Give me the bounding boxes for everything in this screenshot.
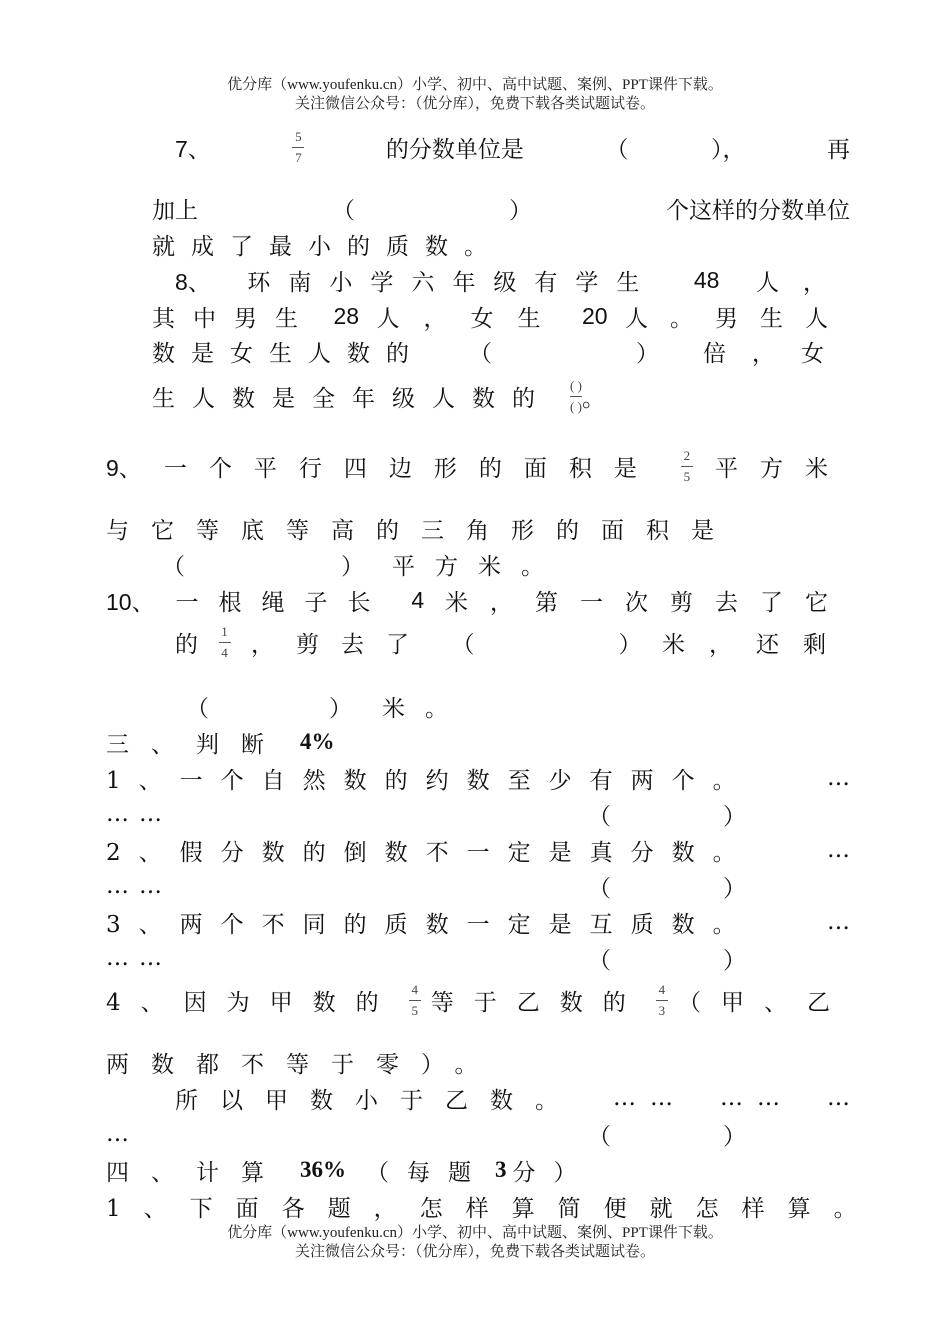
q7-count-blank[interactable]: （ ） (332, 197, 532, 224)
s3-q4-dots-c: … (827, 1085, 850, 1111)
s3-q1-answer-line (106, 794, 746, 834)
q9-line1-a: 一个平行四边形的面积是 (163, 455, 659, 482)
s3-q1-dots: … (827, 765, 850, 791)
q10-line-2 (175, 620, 850, 664)
s3-q4-line-1 (106, 978, 850, 1022)
q7-line2-a: 加上 (152, 197, 198, 224)
q10-line2-a: 的 (175, 631, 198, 658)
s4-q1-line (106, 1186, 880, 1226)
q8-line-4 (152, 374, 672, 418)
q10-line1-b: 米，第一次剪去了它 (444, 589, 850, 616)
q9-line-3 (162, 544, 582, 584)
q9-number: 9、 (106, 454, 142, 481)
q8-line4: 生人数是全年级人数的 (152, 385, 552, 412)
s3-q4-dots-d: … (106, 1121, 129, 1147)
s3-q3-text: 3、两个不同的质数一定是互质数。 (106, 911, 754, 938)
q8-line1: 环南小学六年级有学生 (247, 269, 658, 296)
q10-cut-blank[interactable]: （ ） (451, 631, 642, 658)
s3-q4-line2: 两数都不等于零）。 (106, 1051, 500, 1078)
q8-line3-b: 倍，女 (703, 340, 850, 367)
q10-line3: 米。 (382, 695, 468, 722)
s3-q2-answer[interactable]: （ ） (588, 875, 746, 902)
q8-times-blank[interactable]: （ ） (469, 340, 659, 367)
section3-score: 4% (300, 729, 335, 754)
q8-boys: 28 (333, 302, 360, 329)
section3-title-line (106, 722, 506, 762)
s3-q4-line-3 (175, 1078, 850, 1118)
q9-line3: 平方米。 (392, 553, 564, 580)
q8-fraction-blank[interactable]: $\frac{( )}{( )}$ (570, 377, 582, 414)
q9-line1-b: 平方米 (714, 455, 850, 482)
q8-line2-c: 人。男生人 (625, 305, 850, 332)
q10-line2-c: 米，还剩 (662, 631, 850, 658)
s3-q1-line (106, 758, 850, 798)
header-line-1: 优分库（www.youfenku.cn）小学、初中、高中试题、案例、PPT课件下载。 (227, 77, 723, 93)
s3-q1-answer[interactable]: （ ） (588, 803, 746, 830)
q9-line2: 与它等底等高的三角形的面积是 (106, 517, 736, 544)
s3-q4-fraction-2: $\frac{4}{3}$ (656, 982, 668, 1019)
q7-answer-blank[interactable]: （ ）， (605, 136, 746, 163)
q8-girls: 20 (581, 302, 608, 329)
q7-text-end: 再 (826, 136, 850, 163)
s3-q2-dots-2: …… (106, 873, 172, 899)
s3-q2-dots: … (827, 837, 850, 863)
q7-line-1 (175, 125, 850, 169)
q10-line1-a: 一根绳子长 (175, 589, 391, 616)
q10-number: 10、 (106, 588, 155, 615)
q10-line-1 (106, 580, 850, 620)
s3-q4-answer[interactable]: （ ） (588, 1123, 746, 1150)
section3-title: 三、判断 (106, 731, 286, 758)
s3-q4-dots-a: …… (613, 1085, 687, 1111)
q7-fraction: $\frac{5}{7}$ (292, 129, 304, 166)
q7-line-3 (152, 224, 552, 264)
q8-line4-end: 。 (582, 385, 605, 412)
section4-note-num: 3 (495, 1157, 507, 1182)
q9-answer-blank[interactable]: （ ） (162, 553, 364, 580)
q8-line2-a: 其中男生 (152, 305, 316, 332)
section4-score: 36% (300, 1157, 346, 1182)
s3-q4-line3: 所以甲数小于乙数。 (175, 1087, 580, 1114)
section4-note-b: 分） (512, 1159, 595, 1186)
section4-title-line (106, 1150, 626, 1190)
q10-line2-b: ，剪去了 (251, 631, 431, 658)
s3-q4-fraction-1: $\frac{4}{5}$ (409, 982, 421, 1019)
q8-number: 8、 (175, 268, 211, 295)
s3-q3-line (106, 902, 850, 942)
q10-line-3 (186, 686, 486, 726)
q7-line3: 就成了最小的质数。 (152, 233, 503, 260)
s3-q3-answer-line (106, 938, 746, 978)
q7-line2-b: 个这样的分数单位 (666, 197, 850, 224)
q8-total: 48 (693, 266, 720, 293)
s3-q1-dots-2: …… (106, 801, 172, 827)
q8-line-1 (175, 260, 850, 300)
q8-line-3 (152, 331, 850, 371)
q9-fraction: $\frac{2}{5}$ (681, 448, 693, 485)
s3-q3-answer[interactable]: （ ） (588, 947, 746, 974)
s3-q2-text: 2、假分数的倒数不一定是真分数。 (106, 839, 754, 866)
s3-q3-dots: … (827, 909, 850, 935)
footer-line-1: 优分库（www.youfenku.cn）小学、初中、高中试题、案例、PPT课件下载。 (227, 1225, 723, 1241)
q10-fraction: $\frac{1}{4}$ (219, 624, 231, 661)
s4-q1-text: 1、下面各题，怎样算简便就怎样算。 (106, 1195, 880, 1222)
header-line-2: 关注微信公众号：（优分库），免费下载各类试题试卷。 (294, 96, 655, 112)
s3-q4-dots-b: …… (720, 1085, 794, 1111)
s3-q2-line (106, 830, 850, 870)
q8-unit: 人， (755, 269, 850, 296)
footer-line-2: 关注微信公众号：（优分库），免费下载各类试题试卷。 (294, 1244, 655, 1260)
s3-q1-text: 1、一个自然数的约数至少有两个。 (106, 767, 754, 794)
s3-q4-c: （甲、乙 (677, 989, 850, 1016)
q9-line-2 (106, 508, 746, 548)
s3-q4-a: 4、因为甲数的 (106, 989, 399, 1016)
s3-q4-line-2 (106, 1042, 626, 1082)
s3-q3-dots-2: …… (106, 945, 172, 971)
section4-note-a: （每题 (366, 1159, 489, 1186)
q10-remain-blank[interactable]: （ ） (186, 695, 352, 722)
q8-line-2 (152, 296, 850, 336)
q7-number: 7、 (175, 135, 211, 162)
s3-q4-answer-line (106, 1114, 746, 1154)
q9-line-1 (106, 444, 850, 488)
q7-line-2 (152, 188, 850, 228)
q7-text: 的分数单位是 (385, 136, 524, 163)
q8-line3-a: 数是女生人数的 (152, 340, 425, 367)
q10-length: 4 (411, 586, 425, 613)
q8-line2-b: 人，女生 (376, 305, 565, 332)
section4-title: 四、计算 (106, 1159, 286, 1186)
s3-q2-answer-line (106, 866, 746, 906)
s3-q4-b: 等于乙数的 (430, 989, 646, 1016)
